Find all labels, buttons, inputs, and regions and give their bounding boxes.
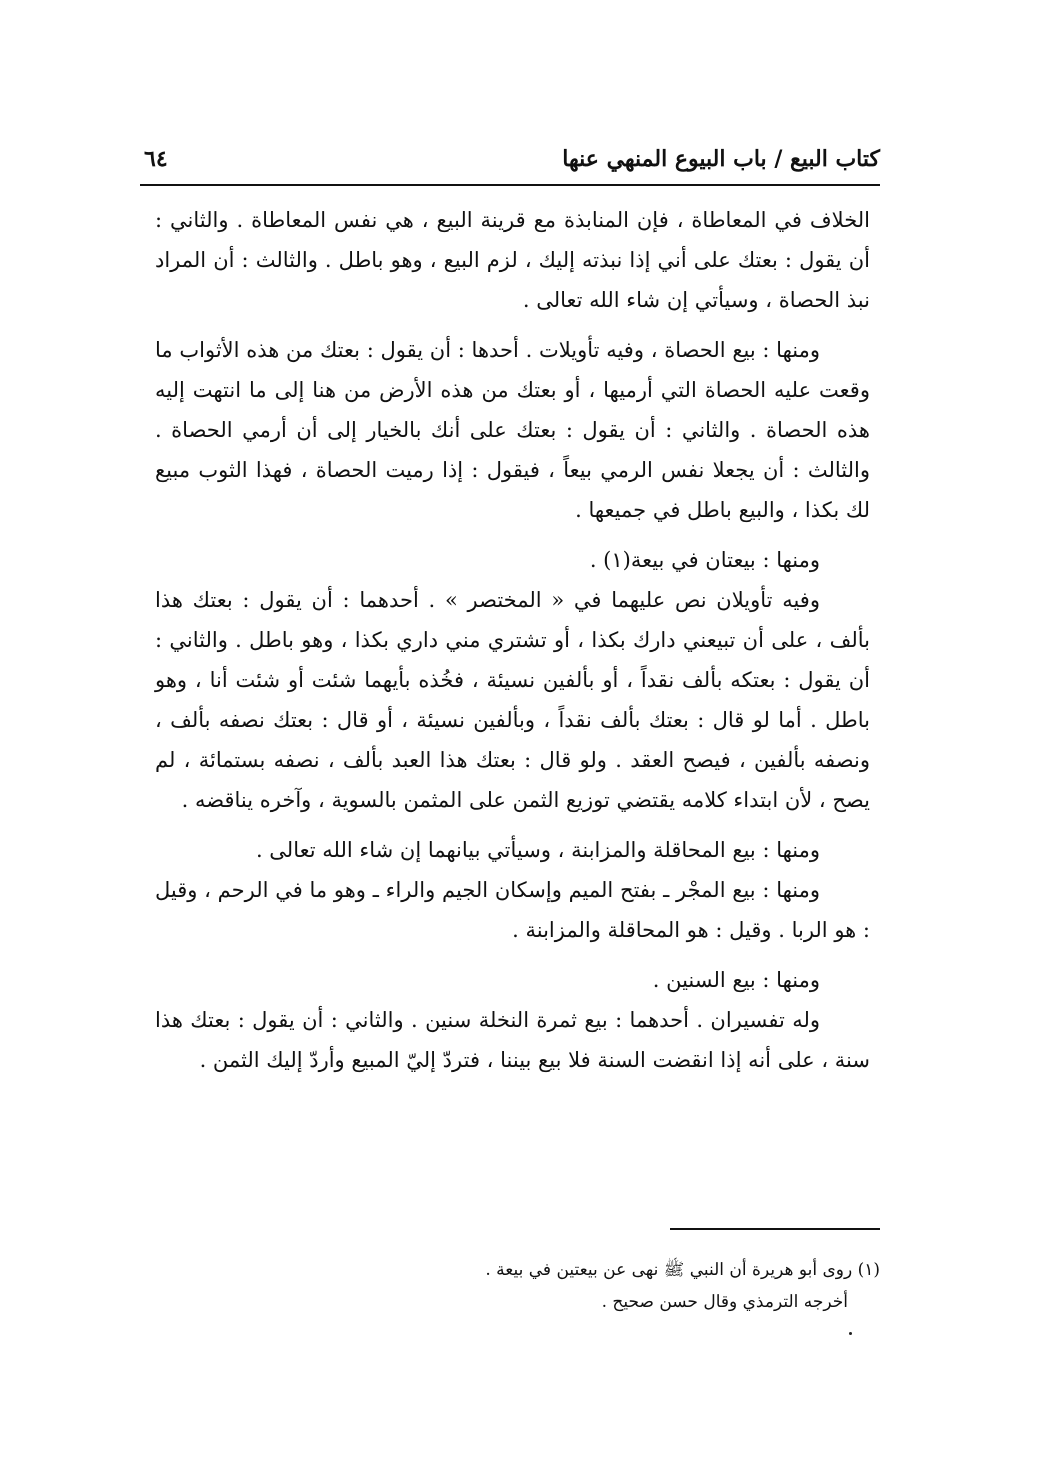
paragraph-majr: ومنها : بيع المجْر ـ بفتح الميم وإسكان الجيم والراء ـ وهو ما في الرحم ، وقيل : هو الربا . وقيل : هو المحاقلة والمزابنة . — [155, 878, 870, 942]
paragraph-two-sales: ومنها : بيعتان في بيعة(١) . — [589, 548, 820, 572]
paragraph-two-interpretations: وفيه تأويلان نص عليهما في « المختصر » . أحدهما : أن يقول : بعتك هذا بألف ، على أن تبيعني دارك بكذا ، أو تشتري مني داري بكذا ، وهو باطل . والثاني : أن يقول : بعتكه بألف نقداً ، أو بألفين نسيئة ، فخُذه بأيهما شئت أو شئت أنا ، وهو باطل . أما لو قال : بعتك بألف نقداً ، وبألفين نسيئة ، أو قال : بعتك نصفه بألف ، ونصفه بألفين ، فيصح العقد . ولو قال : بعتك هذا العبد بألف ، نصفه بستمائة ، لم يصح ، لأن ابتداء كلامه يقتضي توزيع الثمن على المثمن بالسوية ، وآخره يناقضه . — [155, 588, 870, 812]
footnote-1: (١) روى أبو هريرة أن النبي ﷺ نهى عن بيعتين في بيعة . — [485, 1260, 880, 1280]
paragraph-hasat-sale: ومنها : بيع الحصاة ، وفيه تأويلات . أحدها : أن يقول : بعتك من هذه الأثواب ما وقعت عليه الحصاة التي أرميها ، أو بعتك من هذه الأرض من هنا إلى ما انتهت إليه هذه الحصاة . والثاني : أن يقول : بعتك على أنك بالخيار إلى أن أرمي الحصاة . والثالث : أن يجعلا نفس الرمي بيعاً ، فيقول : إذا رميت الحصاة ، فهذا الثوب مبيع لك بكذا ، والبيع باطل في جميعها . — [155, 338, 870, 522]
paragraph-muhaqala: ومنها : بيع المحاقلة والمزابنة ، وسيأتي بيانهما إن شاء الله تعالى . — [255, 838, 820, 862]
header-divider — [140, 184, 880, 186]
paragraph-continuation: الخلاف في المعاطاة ، فإن المنابذة مع قرينة البيع ، هي نفس المعاطاة . والثاني : أن يقول : بعتك على أني إذا نبذته إليك ، لزم البيع ، وهو باطل . والثالث : أن المراد نبذ الحصاة ، وسيأتي إن شاء الله تعالى . — [155, 208, 870, 312]
footnote-divider — [670, 1228, 880, 1230]
page-number: ٦٤ — [144, 146, 168, 172]
footnotes — [420, 1254, 880, 1318]
header-title: كتاب البيع / باب البيوع المنهي عنها — [562, 146, 880, 172]
paragraph-sinin-explanation: وله تفسيران . أحدهما : بيع ثمرة النخلة سنين . والثاني : أن يقول : بعتك هذا سنة ، على أنه إذا انقضت السنة فلا بيع بيننا ، فتردّ إليّ المبيع وأردّ إليك الثمن . — [155, 1008, 870, 1072]
footnote-1-source: أخرجه الترمذي وقال حسن صحيح . — [601, 1292, 848, 1312]
paragraph-sinin: ومنها : بيع السنين . — [652, 968, 820, 992]
ink-speck — [849, 1332, 852, 1335]
main-text — [155, 200, 870, 1080]
running-header — [140, 140, 880, 180]
